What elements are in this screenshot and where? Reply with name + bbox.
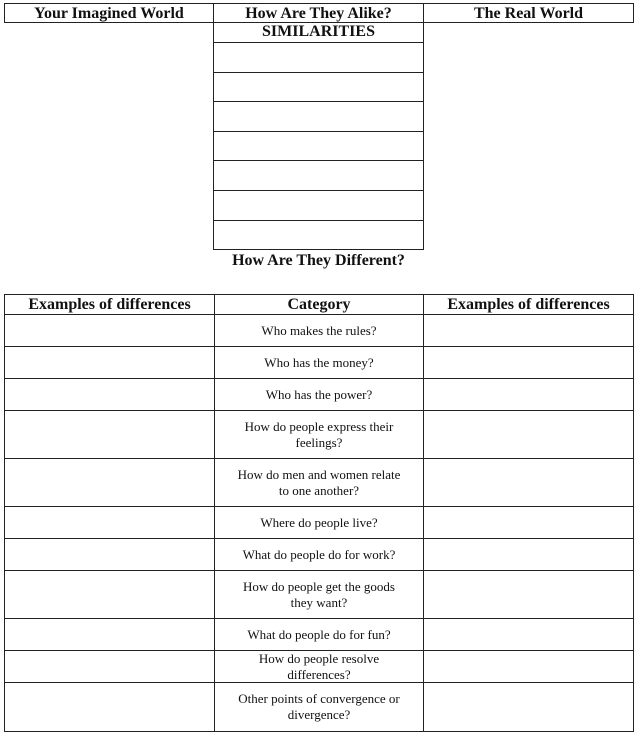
imagined-difference-cell[interactable] — [5, 314, 214, 346]
similarity-line[interactable] — [214, 72, 423, 101]
category-header: Category — [214, 295, 424, 314]
category-cell: How do men and women relate to one another? — [214, 458, 424, 506]
imagined-world-heading-box — [4, 3, 214, 23]
real-difference-cell[interactable] — [424, 682, 633, 731]
category-cell: How do people express their feelings? — [214, 410, 424, 458]
real-world-heading: The Real World — [473, 5, 584, 22]
similarity-line[interactable] — [214, 131, 423, 160]
real-world-heading-box — [423, 3, 634, 23]
imagined-difference-cell[interactable] — [5, 506, 214, 538]
imagined-difference-cell[interactable] — [5, 346, 214, 378]
imagined-difference-cell[interactable] — [5, 410, 214, 458]
similarity-line[interactable] — [214, 101, 423, 131]
real-difference-cell[interactable] — [424, 618, 633, 650]
alike-heading-box — [213, 3, 424, 23]
differences-table — [4, 294, 634, 732]
real-difference-cell[interactable] — [424, 346, 633, 378]
category-cell: Who makes the rules? — [214, 314, 424, 346]
category-cell: Where do people live? — [214, 506, 424, 538]
category-cell: Who has the money? — [214, 346, 424, 378]
real-difference-cell[interactable] — [424, 570, 633, 618]
real-difference-cell[interactable] — [424, 458, 633, 506]
real-difference-cell[interactable] — [424, 506, 633, 538]
similarity-line[interactable] — [214, 42, 423, 72]
left-differences-header: Examples of differences — [28, 296, 191, 313]
similarities-bottom-rule — [213, 249, 424, 250]
right-differences-header: Examples of differences — [447, 296, 610, 313]
category-cell: What do people do for fun? — [214, 618, 424, 650]
category-cell: Other points of convergence or divergence? — [214, 682, 424, 731]
similarities-column — [213, 22, 424, 250]
similarities-label: SIMILARITIES — [262, 23, 375, 40]
imagined-difference-cell[interactable] — [5, 538, 214, 570]
imagined-difference-cell[interactable] — [5, 458, 214, 506]
real-difference-cell[interactable] — [424, 650, 633, 682]
category-cell: How do people get the goods they want? — [214, 570, 424, 618]
different-heading: How Are They Different? — [232, 252, 405, 269]
imagined-difference-cell[interactable] — [5, 650, 214, 682]
category-cell: Who has the power? — [214, 378, 424, 410]
imagined-difference-cell[interactable] — [5, 682, 214, 731]
category-cell: What do people do for work? — [214, 538, 424, 570]
imagined-difference-cell[interactable] — [5, 618, 214, 650]
alike-heading: How Are They Alike? — [245, 5, 392, 22]
real-difference-cell[interactable] — [424, 538, 633, 570]
real-difference-cell[interactable] — [424, 314, 633, 346]
similarity-line[interactable] — [214, 190, 423, 220]
similarity-line[interactable] — [214, 220, 423, 250]
imagined-difference-cell[interactable] — [5, 378, 214, 410]
imagined-world-heading: Your Imagined World — [34, 5, 184, 22]
real-difference-cell[interactable] — [424, 378, 633, 410]
similarity-line[interactable] — [214, 160, 423, 190]
real-difference-cell[interactable] — [424, 410, 633, 458]
imagined-difference-cell[interactable] — [5, 570, 214, 618]
category-cell: How do people resolve differences? — [214, 650, 424, 682]
